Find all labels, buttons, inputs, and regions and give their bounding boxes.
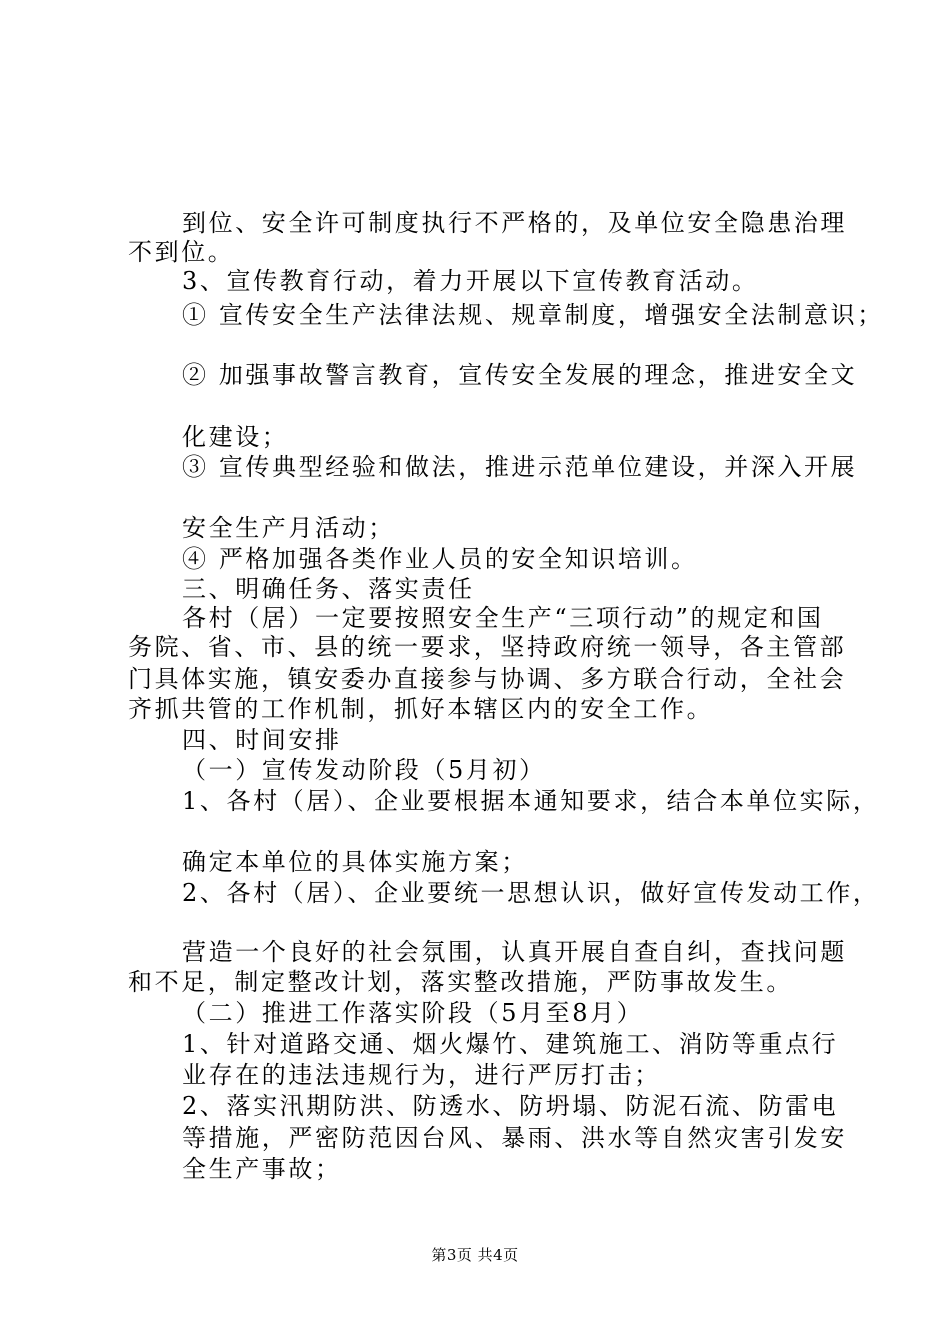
text-line: 四、时间安排 <box>182 726 342 754</box>
text-line: 2、各村（居）、企业要统一思想认识，做好宣传发动工作， <box>182 879 880 907</box>
text-line: 各村（居）一定要按照安全生产“三项行动”的规定和国 <box>182 604 824 632</box>
text-line: ③ 宣传典型经验和做法，推进示范单位建设，并深入开展 <box>182 453 858 481</box>
text-line: 2、落实汛期防洪、防透水、防坍塌、防泥石流、防雷电 <box>182 1092 839 1120</box>
text-line: ① 宣传安全生产法律法规、规章制度，增强安全法制意识； <box>182 301 884 329</box>
text-line: 和不足，制定整改计划，落实整改措施，严防事故发生。 <box>128 968 793 996</box>
text-line: 务院、省、市、县的统一要求，坚持政府统一领导，各主管部 <box>128 633 847 661</box>
text-line: 确定本单位的具体实施方案； <box>182 848 528 876</box>
text-line: （二）推进工作落实阶段（5月至8月） <box>182 999 644 1027</box>
text-line: 到位、安全许可制度执行不严格的，及单位安全隐患治理 <box>182 209 847 237</box>
text-line: 三、明确任务、落实责任 <box>182 575 475 603</box>
text-line: 1、各村（居）、企业要根据本通知要求，结合本单位实际， <box>182 787 880 815</box>
text-line: ④ 严格加强各类作业人员的安全知识培训。 <box>182 545 698 573</box>
text-line: 化建设； <box>182 423 289 451</box>
text-line: 3、宣传教育行动，着力开展以下宣传教育活动。 <box>182 267 759 295</box>
text-line: 1、针对道路交通、烟火爆竹、建筑施工、消防等重点行 <box>182 1030 839 1058</box>
text-line: 门具体实施，镇安委办直接参与协调、多方联合行动，全社会 <box>128 665 847 693</box>
text-line: 全生产事故； <box>182 1155 342 1183</box>
text-line: 不到位。 <box>128 238 235 266</box>
text-line: 营造一个良好的社会氛围，认真开展自查自纠，查找问题 <box>182 938 847 966</box>
page-number-footer: 第3页 共4页 <box>431 1246 519 1264</box>
text-line: （一）宣传发动阶段（5月初） <box>182 756 546 784</box>
text-line: 等措施，严密防范因台风、暴雨、洪水等自然灾害引发安 <box>182 1124 847 1152</box>
text-line: ② 加强事故警言教育，宣传安全发展的理念，推进安全文 <box>182 361 858 389</box>
text-line: 业存在的违法违规行为，进行严厉打击； <box>182 1061 661 1089</box>
text-line: 安全生产月活动； <box>182 514 395 542</box>
text-line: 齐抓共管的工作机制，抓好本辖区内的安全工作。 <box>128 695 714 723</box>
